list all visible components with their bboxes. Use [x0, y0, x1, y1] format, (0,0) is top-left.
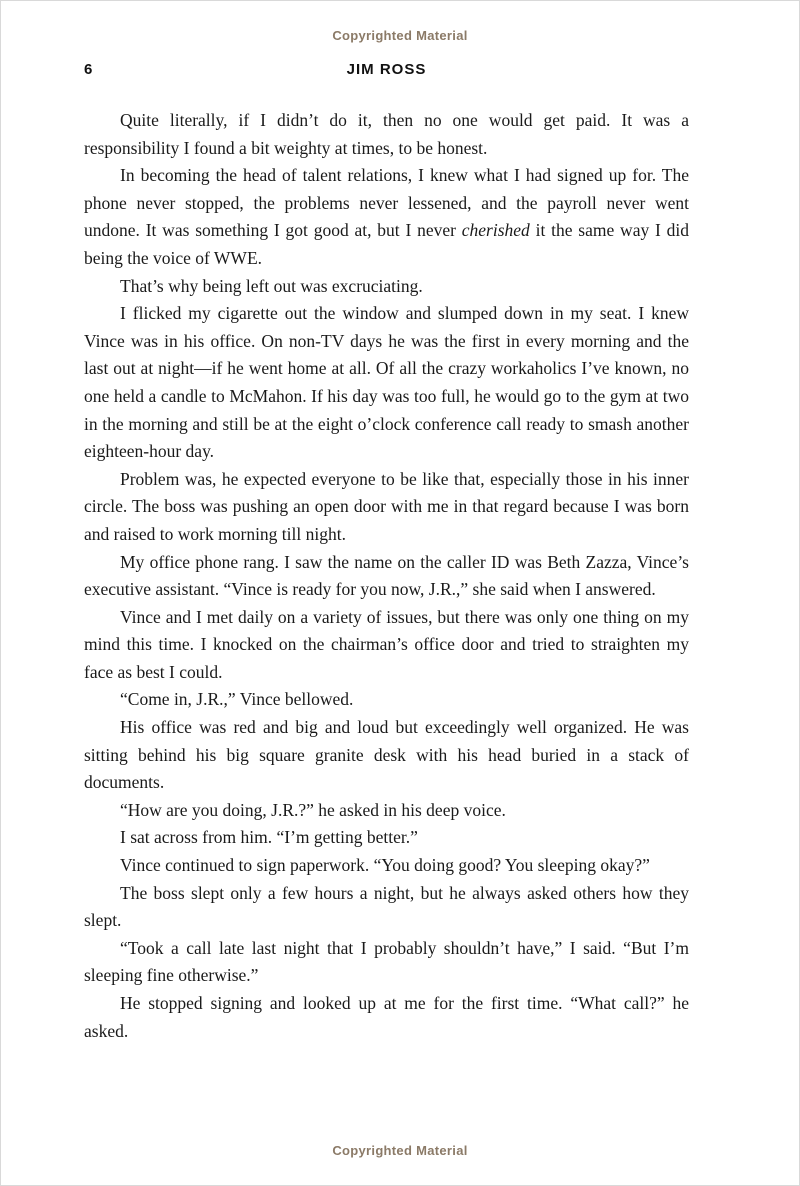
paragraph: I flicked my cigarette out the window and slumped down in my seat. I knew Vince was in his office. On non-TV days he was the first in every morning and the last out at night—if he went home at all. Of all the crazy workaholics I’ve known, no one held a candle to McMahon. If his day was too full, he would go to the gym at two in the morning and still be at the eight o’clock conference call ready to smash another eighteen-hour day. [84, 303, 689, 462]
paragraph: His office was red and big and loud but exceedingly well organized. He was sitting behind his big square granite desk with his head buried in a stack of documents. [84, 717, 689, 793]
paragraph-text: In becoming the head of talent relations, I knew what I had signed up for. The phone never stopped, the problems never lessened, and the payroll never went undone. It was something I got good at, but I never [84, 165, 689, 241]
paragraph: “Come in, J.R.,” Vince bellowed. [120, 689, 354, 710]
paragraph-text: it the same way I did being the voice of WWE. [84, 220, 689, 268]
italic-word: cherished [461, 220, 530, 241]
paragraph: He stopped signing and looked up at me for the first time. “What call?” he asked. [84, 993, 689, 1041]
paragraph: The boss slept only a few hours a night, but he always asked others how they slept. [84, 882, 689, 931]
paragraph [84, 162, 689, 272]
copyright-notice-bottom: Copyrighted Material [332, 1143, 468, 1158]
running-header: JIM ROSS [346, 61, 427, 78]
page-number: 6 [84, 61, 93, 78]
paragraph: Vince continued to sign paperwork. “You doing good? You sleeping okay?” [120, 855, 650, 876]
page-header [84, 61, 689, 78]
paragraph: Problem was, he expected everyone to be like that, especially those in his inner circle. The boss was pushing an open door with me in that regard because I was born and raised to work morning till night. [84, 468, 689, 544]
paragraph: Vince and I met daily on a variety of issues, but there was only one thing on my mind this time. I knocked on the chairman’s office door and tried to straighten my face as best I could. [84, 606, 689, 682]
paragraph: “Took a call late last night that I probably shouldn’t have,” I said. “But I’m sleeping fine otherwise.” [84, 937, 689, 986]
paragraph: Quite literally, if I didn’t do it, then no one would get paid. It was a responsibility I found a bit weighty at times, to be honest. [84, 110, 689, 158]
paragraph: I sat across from him. “I’m getting better.” [120, 827, 418, 848]
copyright-notice-top: Copyrighted Material [332, 28, 468, 43]
paragraph: That’s why being left out was excruciating. [120, 275, 423, 296]
paragraph: My office phone rang. I saw the name on the caller ID was Beth Zazza, Vince’s executive assistant. “Vince is ready for you now, J.R.,” she said when I answered. [84, 551, 689, 600]
body-text [84, 107, 689, 1045]
paragraph: “How are you doing, J.R.?” he asked in his deep voice. [120, 799, 506, 820]
